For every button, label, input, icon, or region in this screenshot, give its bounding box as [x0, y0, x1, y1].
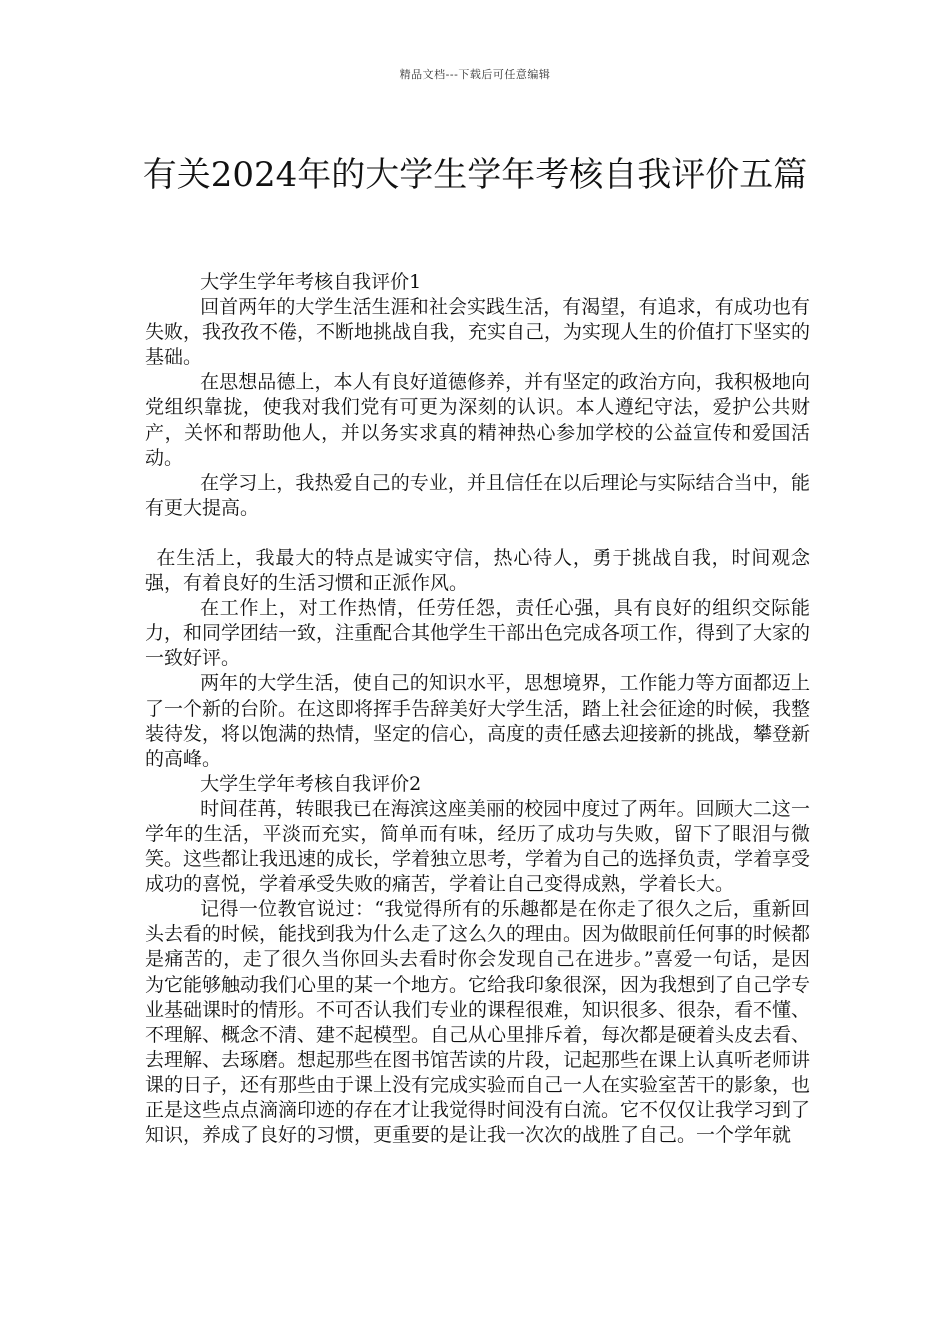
- paragraph: 在学习上，我热爱自己的专业，并且信任在以后理论与实际结合当中，能有更大提高。: [145, 471, 810, 519]
- paragraph: 在思想品德上，本人有良好道德修养，并有坚定的政治方向，我积极地向党组织靠拢，使我对我们党有可更为深刻的认识。本人遵纪守法，爱护公共财产，关怀和帮助他人，并以务实求真的精神热心参加学校的公益宣传和爱国活动。: [145, 371, 810, 469]
- document-title: 有关2024年的大学生学年考核自我评价五篇: [142, 154, 808, 195]
- section-heading-1: 大学生学年考核自我评价1: [200, 271, 422, 293]
- header-note: 精品文档---下载后可任意编辑: [399, 68, 551, 81]
- section-heading-2: 大学生学年考核自我评价2: [200, 772, 422, 795]
- paragraph: 两年的大学生活，使自己的知识水平，思想境界，工作能力等方面都迈上了一个新的台阶。在这即将挥手告辞美好大学生活，踏上社会征途的时候，我整装待发，将以饱满的热情，坚定的信心，高度的责任感去迎接新的挑战，攀登新的高峰。: [145, 672, 811, 770]
- document-body: [145, 270, 810, 1148]
- paragraph: 在工作上，对工作热情，任劳任怨，责任心强，具有良好的组织交际能力，和同学团结一致，注重配合其他学生干部出色完成各项工作，得到了大家的一致好评。: [145, 597, 811, 670]
- paragraph: 回首两年的大学生活生涯和社会实践生活，有渴望，有追求，有成功也有失败，我孜孜不倦，不断地挑战自我，充实自己，为实现人生的价值打下坚实的基础。: [145, 296, 811, 369]
- paragraph: 时间荏苒，转眼我已在海滨这座美丽的校园中度过了两年。回顾大二这一学年的生活，平淡而充实，简单而有味，经历了成功与失败，留下了眼泪与微笑。这些都让我迅速的成长，学着独立思考，学着为自己的选择负责，学着享受成功的喜悦，学着承受失败的痛苦，学着让自己变得成熟，学着长大。: [145, 797, 811, 896]
- blank-line: [145, 521, 810, 546]
- paragraph: 记得一位教官说过：“我觉得所有的乐趣都是在你走了很久之后，重新回头去看的时候，能找到我为什么走了这么久的理由。因为做眼前任何事的时候都是痛苦的，走了很久当你回头去看时你会发现自己在进步。”喜爱一句话，是因为它能够触动我们心里的某一个地方。它给我印象很深，因为我想到了自己学专业基础课时的情形。不可否认我们专业的课程很难，知识很多、很杂，看不懂、不理解、概念不清、建不起模型。自己从心里排斥着，每次都是硬着头皮去看、去理解、去琢磨。想起那些在图书馆苦读的片段，记起那些在课上认真听老师讲课的日子，还有那些由于课上没有完成实验而自己一人在实验室苦干的影象，也正是这些点点滴滴印迹的存在才让我觉得时间没有白流。它不仅仅让我学习到了知识，养成了良好的习惯，更重要的是让我一次次的战胜了自己。一个学年就: [145, 898, 811, 1147]
- paragraph: 在生活上，我最大的特点是诚实守信，热心待人，勇于挑战自我，时间观念强，有着良好的生活习惯和正派作风。: [145, 546, 810, 595]
